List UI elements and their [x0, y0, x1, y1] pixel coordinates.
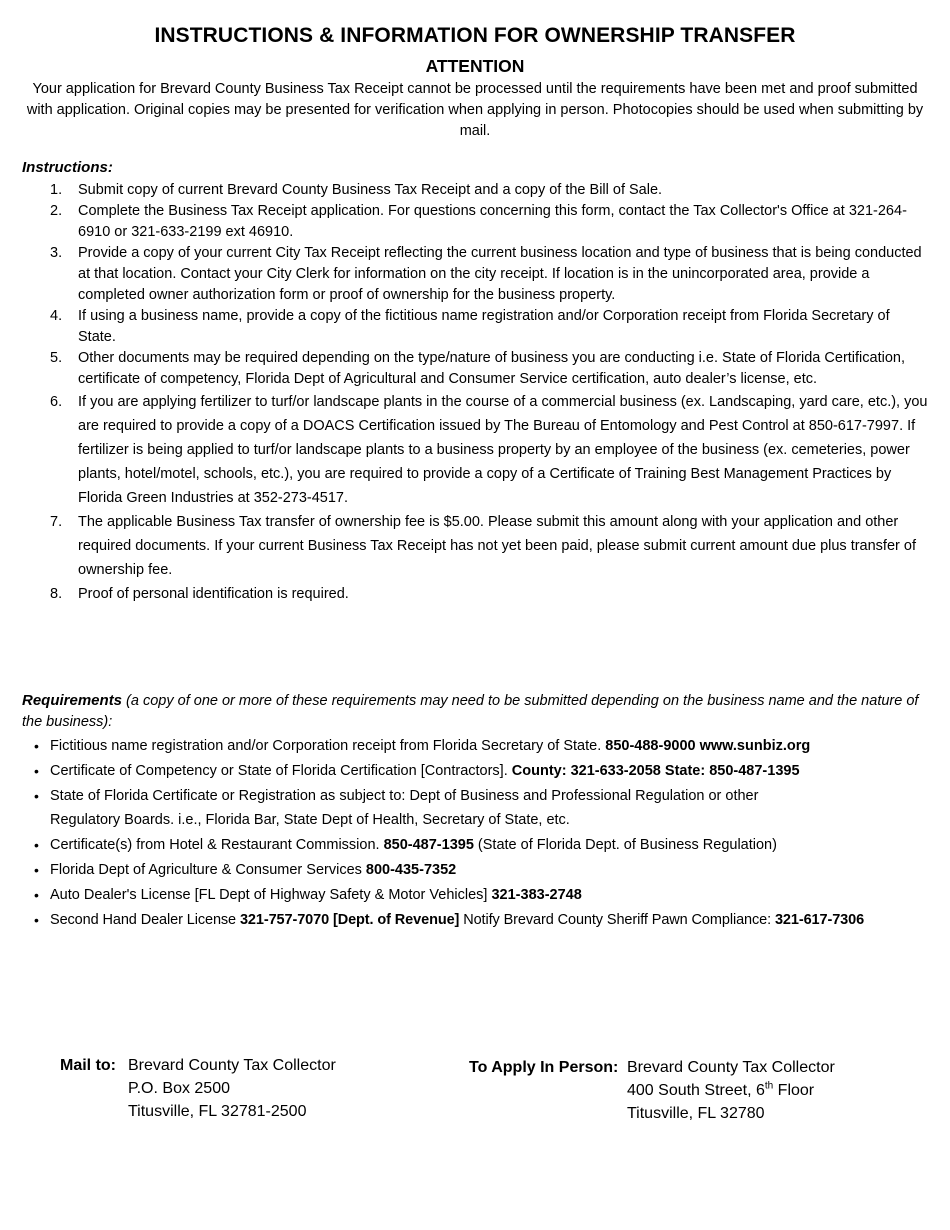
bullet-icon: • [34, 911, 39, 928]
list-item: 3. Provide a copy of your current City Tax Receipt reflecting the current business location and type of business that is being conducted at that location. Contact your City Clerk for information on the city receipt. If location is in the unincorporated area, provide a completed owner authorization form or proof of ownership for the business property. [50, 245, 922, 303]
mail-to-lines: Brevard County Tax Collector P.O. Box 2500 Titusville, FL 32781-2500 [128, 1057, 336, 1120]
list-item: 2. Complete the Business Tax Receipt application. For questions concerning this form, contact the Tax Collector's Office at 321-264-6910 or 321-633-2199 ext 46910. [50, 203, 907, 240]
bullet-icon: • [34, 886, 39, 903]
requirements-heading: Requirements (a copy of one or more of these requirements may need to be submitted depending on the business name and the nature of the business): [22, 692, 919, 730]
list-item: • Auto Dealer's License [FL Dept of Highway Safety & Motor Vehicles] 321-383-2748 [22, 883, 942, 908]
bullet-icon: • [34, 861, 39, 878]
list-item: • Certificate(s) from Hotel & Restaurant Commission. 850-487-1395 (State of Florida Dept. of Business Regulation) [22, 833, 942, 858]
mail-to-label: Mail to: [60, 1057, 116, 1074]
list-item: 6. If you are applying fertilizer to turf/or landscape plants in the course of a commercial business (ex. Landscaping, yard care, etc.), you are required to provide a copy of a DOACS Certification issued by The Bureau of Entomology and Pest Control at 850-617-7997. If fertilizer is being applied to turf/or landscape plants to a business property by an employee of the business (ex. cemeteries, power plants, hotel/motel, schools, etc.), you are required to provide a copy of a Certificate of Training Best Management Practices by Florida Green Industries at 352-273-4517. [50, 394, 928, 506]
in-person-label: To Apply In Person: [469, 1059, 619, 1076]
list-item: 1. Submit copy of current Brevard County Business Tax Receipt and a copy of the Bill of Sale. [50, 182, 663, 198]
instructions-list [22, 180, 930, 606]
list-item: 4. If using a business name, provide a copy of the fictitious name registration and/or Corporation receipt from Florida Secretary of State. [50, 308, 890, 345]
bullet-icon: • [34, 762, 39, 779]
list-item: • State of Florida Certificate or Registration as subject to: Dept of Business and Professional Regulation or other Regulatory Boards. i.e., Florida Bar, State Dept of Health, Secretary of State, etc. [22, 784, 942, 834]
list-item: • Certificate of Competency or State of Florida Certification [Contractors]. County: 321-633-2058 State: 850-487-1395 [22, 759, 942, 784]
list-item: 7. The applicable Business Tax transfer of ownership fee is $5.00. Please submit this amount along with your application and other required documents. If your current Business Tax Receipt has not yet been paid, please submit current amount due plus transfer of ownership fee. [50, 514, 916, 578]
attention-heading: ATTENTION [425, 56, 525, 76]
page-title: INSTRUCTIONS & INFORMATION FOR OWNERSHIP TRANSFER [154, 24, 796, 47]
requirements-list [22, 734, 942, 932]
instructions-heading: Instructions: [22, 159, 113, 176]
bullet-icon: • [34, 837, 39, 854]
list-item: 8. Proof of personal identification is required. [50, 586, 349, 602]
list-item: • Florida Dept of Agriculture & Consumer Services 800-435-7352 [22, 858, 942, 883]
list-item: • Second Hand Dealer License 321-757-7070 [Dept. of Revenue] Notify Brevard County Sheriff Pawn Compliance: 321-617-7306 [22, 908, 942, 933]
intro-paragraph: Your application for Brevard County Business Tax Receipt cannot be processed until the requirements have been met and proof submitted with application. Original copies may be presented for verification when applying in person. Photocopies should be used when submitting by mail. [26, 81, 924, 139]
bullet-icon: • [34, 787, 39, 804]
list-item: 5. Other documents may be required depending on the type/nature of business you are conducting i.e. State of Florida Certification, certificate of competency, Florida Dept of Agricultural and Consumer Service certification, auto dealer’s license, etc. [50, 350, 905, 387]
in-person-lines: Brevard County Tax Collector 400 South Street, 6th Floor Titusville, FL 32780 [627, 1059, 835, 1122]
bullet-icon: • [34, 738, 39, 754]
list-item: • Fictitious name registration and/or Corporation receipt from Florida Secretary of State. 850-488-9000 www.sunbiz.org [22, 734, 942, 759]
